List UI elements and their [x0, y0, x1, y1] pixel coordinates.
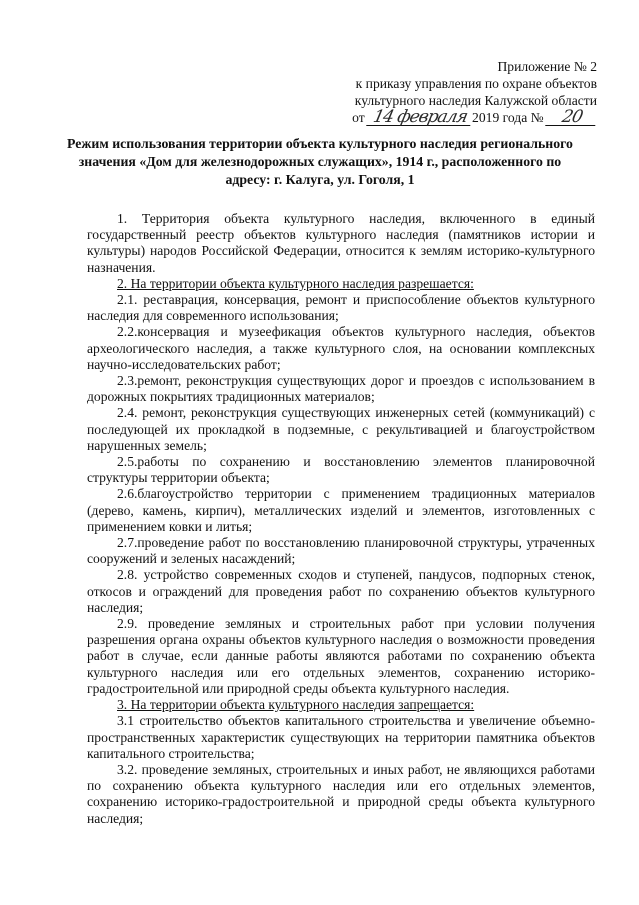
paragraph-2-3: 2.3.ремонт, реконструкция существующих дорог и проездов с использованием в дорожных покрытиях традиционных материалов;: [87, 373, 595, 405]
paragraph-2-2: 2.2.консервация и музеефикация объектов культурного наследия, объектов археологического наследия, а также культурного слоя, на основании комплексных научно-исследовательских работ;: [87, 324, 595, 372]
appendix-authority-line: культурного наследия Калужской области: [354, 93, 597, 108]
year-number-label: 2019 года №: [472, 110, 544, 125]
appendix-number: Приложение № 2: [497, 59, 597, 74]
document-body: [87, 211, 595, 827]
paragraph-1: 1. Территория объекта культурного наследия, включенного в единый государственный реестр объектов культурного наследия (памятников истории и культуры) народов Российской Федерации, относится к землям историко-культурного назначения.: [87, 211, 595, 275]
paragraph-2-8: 2.8. устройство современных сходов и ступеней, пандусов, подпорных стенок, откосов и ограждений для проведения работ по сохранению объектов культурного наследия;: [87, 567, 595, 615]
from-label: от: [352, 110, 365, 125]
appendix-date-line: [267, 109, 597, 126]
document-title: Режим использования территории объекта культурного наследия регионального значения «Дом для железнодорожных служащих», 1914 г., расположенного по адресу: г. Калуга, ул. Гоголя, 1: [67, 136, 573, 187]
appendix-order-line: к приказу управления по охране объектов: [355, 76, 597, 91]
paragraph-3-1: 3.1 строительство объектов капитального строительства и увеличение объемно-пространственных характеристик существующих на территории памятника объектов капитального строительства;: [87, 713, 595, 761]
paragraph-2-9: 2.9. проведение земляных и строительных работ при условии получения разрешения органа охраны объектов культурного наследия о возможности проведения работ в случае, если данные работы являются работами по сохранению объекта культурного наследия или его отдельных элементов, сохранению историко-градостроительной или природной среды объекта культурного наследия.: [87, 616, 595, 696]
paragraph-2-7: 2.7.проведение работ по восстановлению планировочной структуры, утраченных сооружений и зеленых насаждений;: [87, 535, 595, 567]
handwritten-date: 14 февраля: [366, 109, 474, 126]
section-heading-3: 3. На территории объекта культурного наследия запрещается:: [117, 697, 475, 713]
paragraph-3-2: 3.2. проведение земляных, строительных и иных работ, не являющихся работами по сохранению объекта культурного наследия или его отдельных элементов, сохранению историко-градостроительной и природной среды объекта культурного наследия;: [87, 761, 595, 826]
paragraph-2-5: 2.5.работы по сохранению и восстановлению элементов планировочной структуры территории объекта;: [87, 454, 595, 486]
section-heading-2: 2. На территории объекта культурного наследия разрешается:: [117, 275, 474, 291]
handwritten-number: 20: [545, 109, 599, 126]
appendix-header: [267, 58, 597, 126]
paragraph-2-4: 2.4. ремонт, реконструкция существующих инженерных сетей (коммуникаций) с последующей их прокладкой в подземные, с рекультивацией и благоустройством нарушенных земель;: [87, 405, 595, 453]
paragraph-2-1: 2.1. реставрация, консервация, ремонт и приспособление объектов культурного наследия для современного использования;: [87, 292, 595, 324]
paragraph-2-6: 2.6.благоустройство территории с применением традиционных материалов (дерево, камень, кирпич), металлических изделий и элементов, изготовленных с применением ковки и литья;: [87, 486, 595, 534]
